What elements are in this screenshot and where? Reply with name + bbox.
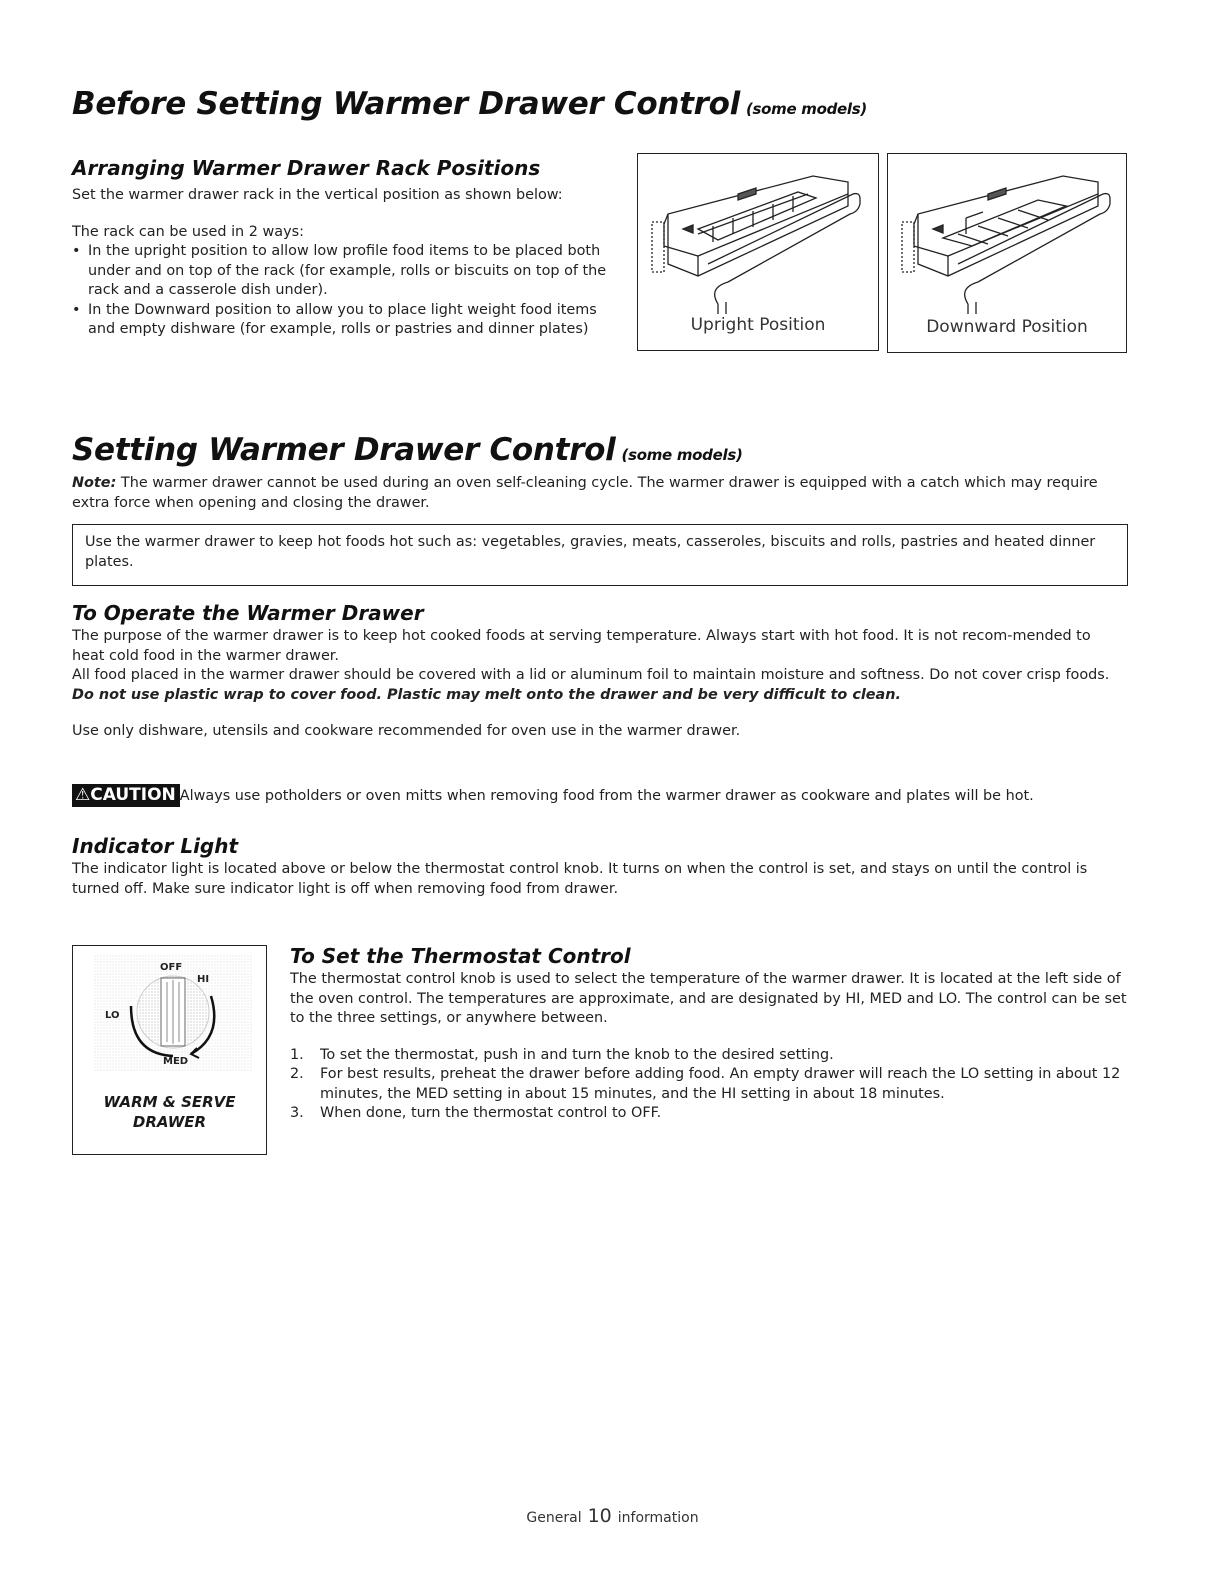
indicator-text: The indicator light is located above or below the thermostat control knob. It turns on when the control is set, and stays on until the control is turned off. Make sure indicator light is off when removing food from drawer. [72,861,1088,897]
caution-text: Always use potholders or oven mitts when removing food from the warmer drawer as cookware and plates will be hot. [179,788,1034,804]
footer-left-text: General [526,1510,582,1526]
thermostat-step [290,1065,1130,1104]
caution-badge [72,784,180,807]
section-title-suffix: (some models) [745,100,867,118]
step-text: For best results, preheat the drawer before adding food. An empty drawer will reach the LO setting in about 12 minutes, the MED setting in about 15 minutes, and the HI setting in about 18 minutes. [320,1066,1121,1102]
knob-caption [73,1092,266,1132]
rack-positions-body [72,186,620,340]
step-number: 3. [290,1105,304,1121]
operate-paragraph-1: The purpose of the warmer drawer is to keep hot cooked foods at serving temperature. Always start with hot food. It is not recom-mended to heat cold food in the warmer drawer. [72,628,1091,664]
knob-caption-line-1: WARM & SERVE [103,1093,236,1111]
knob-caption-line-2: DRAWER [132,1113,207,1131]
section-title-setting-control [72,432,743,468]
rack-positions-heading: Arranging Warmer Drawer Rack Positions [72,156,541,180]
thermostat-text: The thermostat control knob is used to select the temperature of the warmer drawer. It is located at the left side of the oven control. The temperatures are approximate, and are designated by HI, MED and LO. The control can be set to the three settings, or anywhere between. [290,971,1127,1026]
thermostat-step [290,1046,1130,1066]
knob-label-med: MED [163,1056,189,1067]
page-number: 10 [587,1505,612,1527]
section-title-text: Setting Warmer Drawer Control [72,432,616,468]
rack-bullet-upright: • In the upright position to allow low profile food items to be placed both under and on top of the rack (for example, rolls or biscuits on top of the rack and a casserole dish under). [72,242,620,301]
thermostat-knob-icon [73,946,266,1086]
note-label: Note: [72,475,117,491]
rack-intro: Set the warmer drawer rack in the vertical position as shown below: [72,187,563,203]
caption-upright: Upright Position [690,315,826,335]
caution-line [72,784,1132,807]
note-paragraph [72,474,1122,513]
operate-paragraph-2 [72,666,1122,705]
operate-paragraph-3: Use only dishware, utensils and cookware recommended for oven use in the warmer drawer. [72,723,741,739]
thermostat-knob-figure [72,945,267,1155]
use-drawer-text: Use the warmer drawer to keep hot foods hot such as: vegetables, gravies, meats, casseroles, biscuits and rolls, pastries and heated dinner plates. [85,534,1096,570]
thermostat-body [290,970,1130,1124]
section-title-text: Before Setting Warmer Drawer Control [72,86,740,122]
operate-paragraph-2-text: All food placed in the warmer drawer should be covered with a lid or aluminum foil to maintain moisture and softness. Do not cover crisp foods. [72,667,1110,683]
rack-ways: The rack can be used in 2 ways: [72,223,304,240]
indicator-heading: Indicator Light [72,834,239,858]
drawer-upright-illustration [638,154,878,314]
note-text: The warmer drawer cannot be used during an oven self-cleaning cycle. The warmer drawer is equipped with a catch which may require extra force when opening and closing the drawer. [72,475,1098,511]
thermostat-steps [290,1046,1130,1124]
step-text: To set the thermostat, push in and turn the knob to the desired setting. [320,1046,834,1063]
figure-upright-position [637,153,879,351]
figure-downward-position [887,153,1127,353]
use-drawer-box [72,524,1128,586]
operate-heading: To Operate the Warmer Drawer [72,601,424,625]
page-footer [0,1505,1225,1527]
plastic-wrap-warning: Do not use plastic wrap to cover food. Plastic may melt onto the drawer and be very difficult to clean. [72,686,901,703]
operate-body [72,627,1122,742]
footer-right-text: information [617,1510,699,1526]
warning-triangle-icon: ⚠ [75,785,91,805]
step-number: 2. [290,1066,304,1082]
caption-downward: Downward Position [926,317,1088,337]
step-number: 1. [290,1046,304,1063]
step-text: When done, turn the thermostat control to OFF. [320,1105,662,1121]
knob-label-hi: HI [197,974,210,985]
knob-label-lo: LO [105,1010,120,1021]
rack-bullet-downward: • In the Downward position to allow you to place light weight food items and empty dishware (for example, rolls or pastries and dinner plates) [72,301,620,340]
section-title-suffix: (some models) [621,446,743,464]
drawer-downward-illustration [888,154,1126,314]
section-title-before-setting [72,86,867,122]
knob-label-off: OFF [160,962,183,973]
caution-label: CAUTION [90,785,176,805]
thermostat-heading: To Set the Thermostat Control [290,944,631,968]
thermostat-step [290,1104,1130,1124]
